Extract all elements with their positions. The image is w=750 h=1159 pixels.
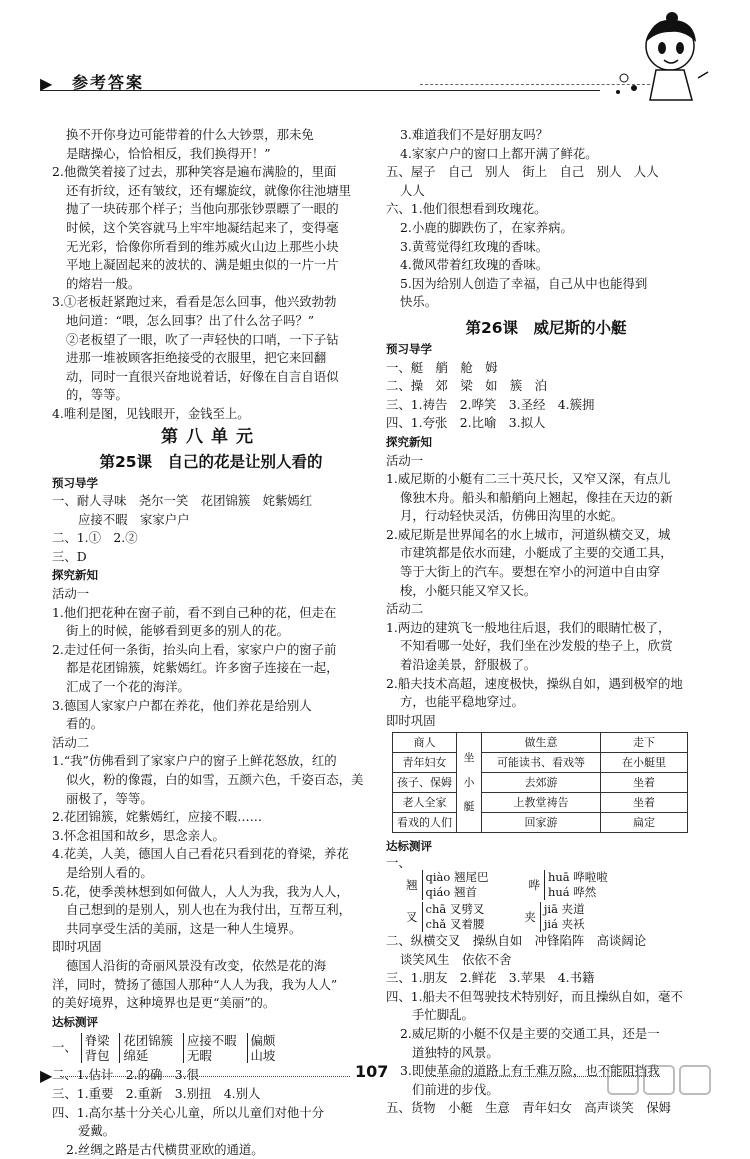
answer-line: 方，也能平稳地穿过。 — [400, 694, 524, 710]
table-cell: 坐着 — [601, 773, 688, 793]
page-header — [40, 62, 690, 102]
answer-line: 活动一 — [52, 586, 90, 602]
lesson-26-title: 第26课 威尼斯的小艇 — [465, 318, 627, 337]
answer-line: 二、纵横交叉 操纵自如 冲锋陷阵 高谈阔论 — [386, 933, 647, 948]
word-group: 脊梁 背包 — [81, 1033, 110, 1063]
answer-line: 手忙脚乱。 — [412, 1007, 474, 1023]
section-heading: 预习导学 — [52, 475, 98, 490]
right-column — [386, 126, 706, 1118]
table-cell: 上教堂祷告 — [482, 793, 601, 813]
lesson-25-answers — [52, 474, 370, 1032]
answer-line: 人人 — [400, 182, 425, 198]
table-cell: 看戏的人们 — [393, 813, 457, 833]
answer-line: 时候，这个笑容就马上牢牢地凝结起来了，变得毫 — [66, 219, 339, 235]
answer-line: 4.家家户户的窗口上都开满了鲜花。 — [400, 145, 598, 161]
answer-line: 活动二 — [386, 601, 424, 617]
answer-line: 街上的时候，能够看到更多的别人的花。 — [66, 623, 290, 639]
footer-dots-left — [60, 1076, 350, 1077]
answer-line: 四、1.船夫不但驾驶技术特别好，而且操纵自如，毫不 — [386, 988, 683, 1004]
table-row — [393, 753, 688, 773]
answer-line: 1.他们把花种在窗子前，看不到自己种的花，但走在 — [52, 604, 337, 620]
answer-line: 2.威尼斯的小艇不仅是主要的交通工具，还是一 — [400, 1025, 660, 1041]
answer-line: 平地上凝固起来的波状的、满是蛆虫似的一片一片 — [66, 257, 339, 273]
table-row — [393, 793, 688, 813]
answer-line: 2.威尼斯是世界闻名的水上城市，河道纵横交叉，城 — [386, 526, 671, 542]
lesson-25-title: 第25课 自己的花是让别人看的 — [99, 452, 323, 471]
table-cell: 孩子、保姆 — [393, 773, 457, 793]
table-mid-char: 艇 — [463, 800, 475, 814]
answer-line: 道独特的风景。 — [412, 1044, 499, 1060]
footer-arrow-icon: ▶ — [40, 1066, 53, 1085]
eval-prefix: 一、 — [52, 1039, 77, 1055]
table-cell-mid — [457, 733, 482, 833]
table-cell: 坐着 — [601, 793, 688, 813]
answer-line: 即时巩固 — [52, 939, 102, 955]
answer-line: 不知看哪一处好，我们坐在沙发般的垫子上，欣赏 — [400, 638, 673, 654]
answer-line: 1.“我”仿佛看到了家家户户的窗子上鲜花怒放，红的 — [52, 753, 337, 769]
answer-line: 应接不暇 家家户户 — [78, 511, 190, 527]
table-row — [393, 773, 688, 793]
answer-line: 2.花团锦簇，姹紫嫣红，应接不暇…… — [52, 809, 263, 825]
answer-line: 即时巩固 — [386, 712, 436, 728]
answer-line: 一、耐人寻味 尧尔一笑 花团锦簇 姹紫嫣红 — [52, 493, 313, 509]
answer-line: 看的。 — [66, 716, 104, 732]
eval-title: 达标测评 — [386, 839, 432, 854]
answer-line: 还有折纹，还有皱纹，还有螺旋纹，就像你往池塘里 — [66, 182, 351, 198]
section-heading: 探究新知 — [52, 568, 98, 583]
table-cell: 走下 — [601, 733, 688, 753]
answer-line: 快乐。 — [400, 294, 438, 310]
answer-line: 地问道：“喂，怎么回事？出了什么岔子吗？” — [66, 312, 315, 328]
answer-line: 活动一 — [386, 452, 424, 468]
answer-line: 2.小鹿的脚跌伤了，在家养病。 — [400, 219, 573, 235]
table-cell: 青年妇女 — [393, 753, 457, 773]
table-cell: 回家游 — [482, 813, 601, 833]
word-group: 花团锦簇 绵延 — [119, 1033, 173, 1063]
answer-line: 共同享受生活的美丽，这是一种人生境界。 — [66, 920, 302, 936]
table-cell: 在小艇里 — [601, 753, 688, 773]
lesson-26-answers — [386, 340, 706, 730]
table-cell: 可能读书、看戏等 — [482, 753, 601, 773]
lesson-25-answers-cont — [386, 126, 706, 312]
answer-line: 们前进的步伐。 — [412, 1081, 499, 1097]
watermark-logo-icon — [606, 1062, 716, 1102]
answer-line: 换不开你身边可能带着的什么大钞票，那未免 — [66, 127, 314, 142]
answer-line: 四、1.夸张 2.比喻 3.拟人 — [386, 415, 546, 431]
answer-line: 动，同时一直很兴奋地说着话，好像在自言自语似 — [66, 368, 339, 384]
answer-line: 四、1.高尔基十分关心儿童，所以儿童们对他十分 — [52, 1104, 325, 1120]
answer-line: 3.德国人家家户户都在养花，他们养花是给别人 — [52, 697, 312, 713]
answer-line: 三、1.重要 2.重新 3.别扭 4.别人 — [52, 1085, 261, 1101]
answer-line: 是给别人看的。 — [66, 864, 153, 880]
answer-line: 4.唯利是图，见钱眼开，金钱至上。 — [52, 405, 250, 421]
answer-line: 市建筑都是依水而建，小艇成了主要的交通工具， — [400, 545, 673, 561]
answer-line: 进那一堆被顾客拒绝接受的衣服里，把它来回翻 — [66, 350, 327, 366]
header-arrow-icon: ▶ — [40, 74, 53, 93]
answer-line: 的，等等。 — [66, 387, 128, 403]
table-cell: 做生意 — [482, 733, 601, 753]
answer-line: 谈笑风生 依依不舍 — [400, 951, 512, 967]
answer-line: 洋，同时，赞扬了德国人那种“人人为我，我为人人” — [52, 976, 338, 992]
answer-line: 1.威尼斯的小艇有二三十英尺长，又窄又深，有点儿 — [386, 471, 671, 487]
answer-line: 4.花美，人美，德国人自己看花只看到花的脊梁，养花 — [52, 846, 349, 862]
section-heading: 达标测评 — [52, 1014, 98, 1029]
answer-line: 3.①老板赶紧跑过来，看看是怎么回事，他兴致勃勃 — [52, 294, 337, 310]
answer-line: 活动二 — [52, 734, 90, 750]
answer-line: 等于大街上的汽车。要想在窄小的河道中自由穿 — [400, 564, 661, 580]
answer-line: 5.因为给别人创造了幸福，自己从中也能得到 — [400, 275, 648, 291]
page-number: 107 — [355, 1062, 389, 1081]
answer-line: 1.两边的建筑飞一般地往后退，我们的眼睛忙极了， — [386, 619, 671, 635]
answer-line: 六、1.他们很想看到玫瑰花。 — [386, 201, 547, 217]
answer-line: 德国人沿街的奇丽风景没有改变，依然是花的海 — [66, 957, 327, 973]
answer-line: 着沿途美景，舒服极了。 — [400, 657, 537, 673]
word-groups — [52, 1033, 370, 1063]
left-column — [52, 126, 370, 1159]
answer-line: 2.他微笑着接了过去，那种笑容是遍布满脸的，里面 — [52, 164, 337, 180]
answer-line: 3.怀念祖国和故乡，思念亲人。 — [52, 827, 225, 843]
word-group: 偏颇 山坡 — [247, 1033, 276, 1063]
page-footer — [40, 1060, 700, 1090]
answer-line: 4.微风带着红玫瑰的香味。 — [400, 257, 549, 273]
table-row — [393, 813, 688, 833]
table-cell: 老人全家 — [393, 793, 457, 813]
answer-line: 抛了一块砖那个样子；当他向那张钞票瞟了一眼的 — [66, 201, 339, 217]
boat-table — [392, 732, 688, 833]
table-cell: 商人 — [393, 733, 457, 753]
answer-line: 是瞎操心，恰恰相反，我们换得开！” — [66, 145, 271, 161]
answer-line: 无光彩，恰像你所看到的维苏威火山边上那些小块 — [66, 238, 339, 254]
pinyin-groups: 翘 qiào 翘尾巴 qiáo 翘首 哗 huā 哗啦啦 huá 哗然 叉 chā 叉劈叉 chǎ 叉着腰 夹 jiā 夹道 jiá 夹袄 — [406, 870, 608, 931]
answer-line: 三、1.祷告 2.哗笑 3.圣经 4.簇拥 — [386, 396, 595, 412]
answer-line: 爱戴。 — [78, 1123, 116, 1139]
table-mid-char: 小 — [463, 775, 475, 789]
answer-line: 自己想到的是别人，别人也在为我付出，互帮互利， — [66, 902, 351, 918]
answer-line: 3.难道我们不是好朋友吗？ — [400, 127, 549, 142]
answer-line: 2.丝绸之路是古代横贯亚欧的通道。 — [66, 1141, 264, 1157]
answer-line: 丽极了，等等。 — [66, 790, 153, 806]
answer-line: 二、1.估计 2.的确 3.很 — [52, 1067, 199, 1083]
section-heading: 探究新知 — [386, 434, 432, 449]
eval-prefix: 一、 — [386, 856, 411, 870]
answer-line: 二、1.① 2.② — [52, 530, 138, 546]
answer-line: 似火，粉的像霞，白的如雪，五颜六色，千姿百态，美 — [66, 772, 364, 787]
cartoon-mascot-icon — [612, 12, 712, 107]
word-group: 应接不暇 无暇 — [183, 1033, 237, 1063]
header-title: 参考答案 — [72, 73, 145, 92]
unit-title: 第八单元 — [161, 426, 261, 447]
answer-line: 三、1.朋友 2.鲜花 3.苹果 4.书籍 — [386, 970, 595, 986]
answer-line: 五、屋子 自己 别人 街上 自己 别人 人人 — [386, 164, 659, 180]
table-row — [393, 733, 688, 753]
answer-line: 三、D — [52, 548, 87, 564]
answer-line: ②老板望了一眼，吹了一声轻快的口哨，一下子钻 — [66, 331, 339, 347]
table-mid-char: 坐 — [463, 751, 475, 765]
table-cell: 扁定 — [601, 813, 688, 833]
answer-line: 梭，小艇只能又窄又长。 — [400, 582, 537, 598]
answer-line: 一、艇 艄 舱 姆 — [386, 359, 498, 375]
header-rule — [40, 90, 600, 91]
answer-line: 汇成了一个花的海洋。 — [66, 679, 190, 695]
answer-line: 像独木舟。船头和船艄向上翘起，像挂在天边的新 — [400, 489, 673, 505]
answer-line: 的熔岩一般。 — [66, 275, 141, 291]
answer-line: 3.即使革命的道路上有千难万险，也不能阻挡我 — [400, 1063, 660, 1079]
answer-line: 2.走过任何一条街，抬头向上看，家家户户的窗子前 — [52, 641, 337, 657]
section-heading: 预习导学 — [386, 341, 432, 356]
answer-line: 2.船夫技术高超，速度极快，操纵自如，遇到极窄的地 — [386, 675, 683, 691]
answer-line: 3.黄莺觉得红玫瑰的香味。 — [400, 238, 549, 254]
answer-line: 月，行动轻快灵活，仿佛田沟里的水蛇。 — [400, 508, 624, 524]
answer-line: 的美好境界，这种境界也是更“美丽”的。 — [52, 995, 276, 1011]
answer-line: 5.花，使季羡林想到如何做人，人人为我，我为人人， — [52, 883, 349, 899]
answer-line: 二、操 郊 梁 如 簇 泊 — [386, 378, 548, 394]
answer-line: 五、货物 小艇 生意 青年妇女 高声谈笑 保姆 — [386, 1100, 671, 1116]
table-cell: 去郊游 — [482, 773, 601, 793]
answer-line: 都是花团锦簇，姹紫嫣红。许多窗子连接在一起， — [66, 660, 339, 676]
